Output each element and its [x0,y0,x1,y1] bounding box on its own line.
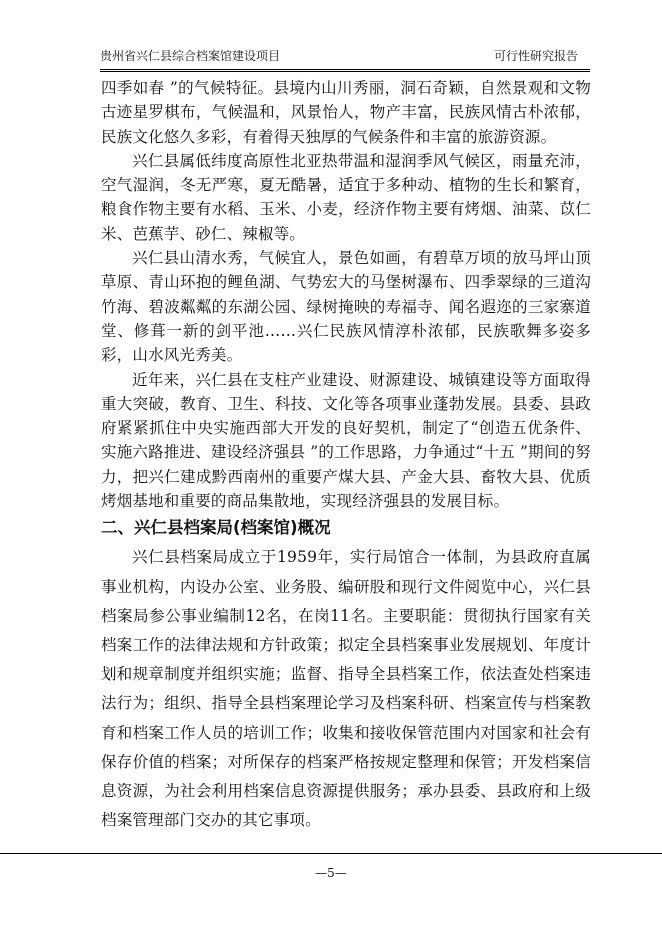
paragraph-archives-bureau: 兴仁县档案局成立于1959年，实行局馆合一体制，为县政府直属事业机构，内设办公室、业务股、编研股和现行文件阅览中心，兴仁县档案局参公事业编制12名，在岗11名。主要职能：贯彻执行国家有关档案工作的法律法规和方针政策；拟定全县档案事业发展规划、年度计划和规章制度并组织实施；监督、指导全县档案工作，依法查处档案违法行为；组织、指导全县档案理论学习及档案科研、档案宣传与档案教育和档案工作人员的培训工作；收集和接收保管范围内对国家和社会有保存价值的档案；对所保存的档案严格按规定整理和保管；开发档案信息资源，为社会利用档案信息资源提供服务；承办县委、县政府和上级档案管理部门交办的其它事项。 [101,548,591,830]
header-project-title: 贵州省兴仁县综合档案馆建设项目 [100,49,281,63]
section-archives-overview [101,543,591,835]
paragraph-climate-continued: 四季如春 ”的气候特征。县境内山川秀丽，洞石奇颖，自然景观和文物古迹星罗棋布，气候温和，风景怡人，物产丰富，民族风情古朴浓郁，民族文化悠久多彩，有着得天独厚的气候条件和丰富的旅游资源。 [101,79,591,146]
section-heading: 二、兴仁县档案局(档案馆)概况 [101,518,331,538]
paragraph-development: 近年来，兴仁县在支柱产业建设、财源建设、城镇建设等方面取得重大突破，教育、卫生、科技、文化等各项事业蓬勃发展。县委、县政府紧紧抓住中央实施西部大开发的良好契机，制定了“创造五优条件、实施六路推进、建设经济强县 ”的工作思路，力争通过“十五 ”期间的努力，把兴仁建成黔西南州的重要产煤大县、产金大县、畜牧大县、优质烤烟基地和重要的商品集散地，实现经济强县的发展目标。 [101,370,591,511]
paragraph-climate-zone: 兴仁县属低纬度高原性北亚热带温和湿润季风气候区，雨量充沛，空气湿润，冬无严寒，夏无酷暑，适宜于多种动、植物的生长和繁育，粮食作物主要有水稻、玉米、小麦，经济作物主要有烤烟、油菜、苡仁米、芭蕉芋、砂仁、辣椒等。 [101,151,591,243]
paragraph-scenery: 兴仁县山清水秀，气候宜人，景色如画，有碧草万顷的放马坪山顶草原、青山环抱的鲤鱼湖、气势宏大的马堡树瀑布、四季翠绿的三道沟竹海、碧波粼粼的东湖公园、绿树掩映的寿福寺、闻名遐迩的三家寨道堂、修葺一新的剑平池……兴仁民族风情淳朴浓郁，民族歌舞多姿多彩，山水风光秀美。 [101,249,591,365]
page-number: —5— [315,866,347,880]
document-body [101,76,591,835]
header-report-type: 可行性研究报告 [493,49,578,63]
page-header [100,41,590,72]
footer-rule [0,853,662,854]
